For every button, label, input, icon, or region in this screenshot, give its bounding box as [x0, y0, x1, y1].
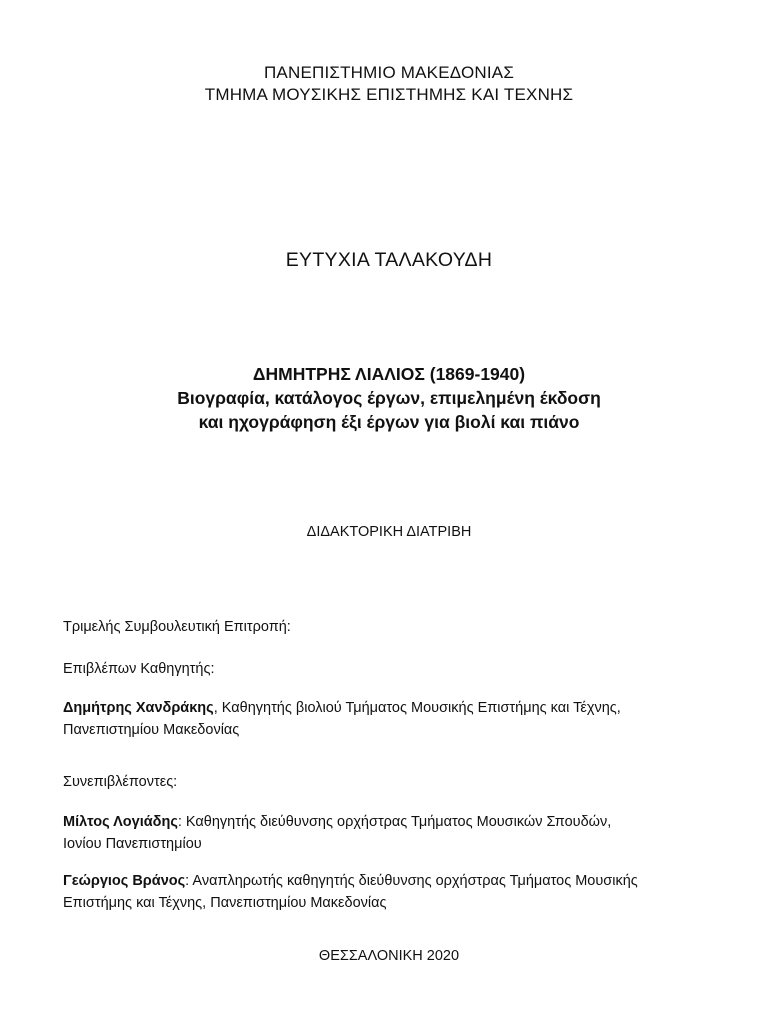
supervisor-entry-line-2: Πανεπιστημίου Μακεδονίας: [63, 722, 240, 738]
institution-header: [0, 62, 778, 106]
committee-heading: Τριμελής Συμβουλευτική Επιτροπή:: [63, 619, 291, 635]
cosupervisor-entry-line-1: [63, 870, 732, 892]
cosupervisor-entry-line-2: Επιστήμης και Τέχνης, Πανεπιστημίου Μακεδονίας: [63, 895, 387, 911]
supervisor-entry: [63, 697, 732, 741]
supervisor-name: Δημήτρης Χανδράκης: [63, 700, 214, 716]
cosupervisor-entry-line-2: Ιονίου Πανεπιστημίου: [63, 836, 202, 852]
cosupervisor-separator: :: [177, 814, 182, 830]
cosupervisor-entry: [63, 811, 732, 855]
supervisor-description: Καθηγητής βιολιού Τμήματος Μουσικής Επιστήμης και Τέχνης,: [217, 700, 621, 716]
cosupervisor-entry-line-1: [63, 811, 732, 833]
cosupervisors-heading: Συνεπιβλέποντες:: [63, 774, 178, 790]
thesis-title-line-3: και ηχογράφηση έξι έργων για βιολί και πιάνο: [198, 412, 580, 432]
cosupervisor-entry: [63, 870, 732, 914]
thesis-title: [0, 362, 778, 434]
cosupervisor-description: Αναπληρωτής καθηγητής διεύθυνσης ορχήστρας Τμήματος Μουσικής: [189, 873, 638, 889]
supervisor-entry-line-1: [63, 697, 732, 719]
thesis-title-line-2: Βιογραφία, κατάλογος έργων, επιμελημένη έκδοση: [177, 388, 601, 408]
cosupervisor-separator: :: [185, 873, 190, 889]
city-year: ΘΕΣΣΑΛΟΝΙΚΗ 2020: [318, 948, 460, 964]
author-name: ΕΥΤΥΧΙΑ ΤΑΛΑΚΟΥΔΗ: [285, 249, 493, 271]
cosupervisor-description: Καθηγητής διεύθυνσης ορχήστρας Τμήματος Μουσικών Σπουδών,: [181, 814, 612, 830]
supervisor-heading: Επιβλέπων Καθηγητής:: [63, 661, 215, 677]
supervisor-separator: ,: [213, 700, 218, 716]
department-name: ΤΜΗΜΑ ΜΟΥΣΙΚΗΣ ΕΠΙΣΤΗΜΗΣ ΚΑΙ ΤΕΧΝΗΣ: [204, 85, 574, 104]
cosupervisor-name: Μίλτος Λογιάδης: [63, 814, 178, 830]
cosupervisor-name: Γεώργιος Βράνος: [63, 873, 186, 889]
thesis-type: ΔΙΔΑΚΤΟΡΙΚΗ ΔΙΑΤΡΙΒΗ: [306, 524, 472, 540]
thesis-title-line-1: ΔΗΜΗΤΡΗΣ ΛΙΑΛΙΟΣ (1869-1940): [252, 364, 526, 384]
university-name: ΠΑΝΕΠΙΣΤΗΜΙΟ ΜΑΚΕΔΟΝΙΑΣ: [263, 63, 515, 82]
